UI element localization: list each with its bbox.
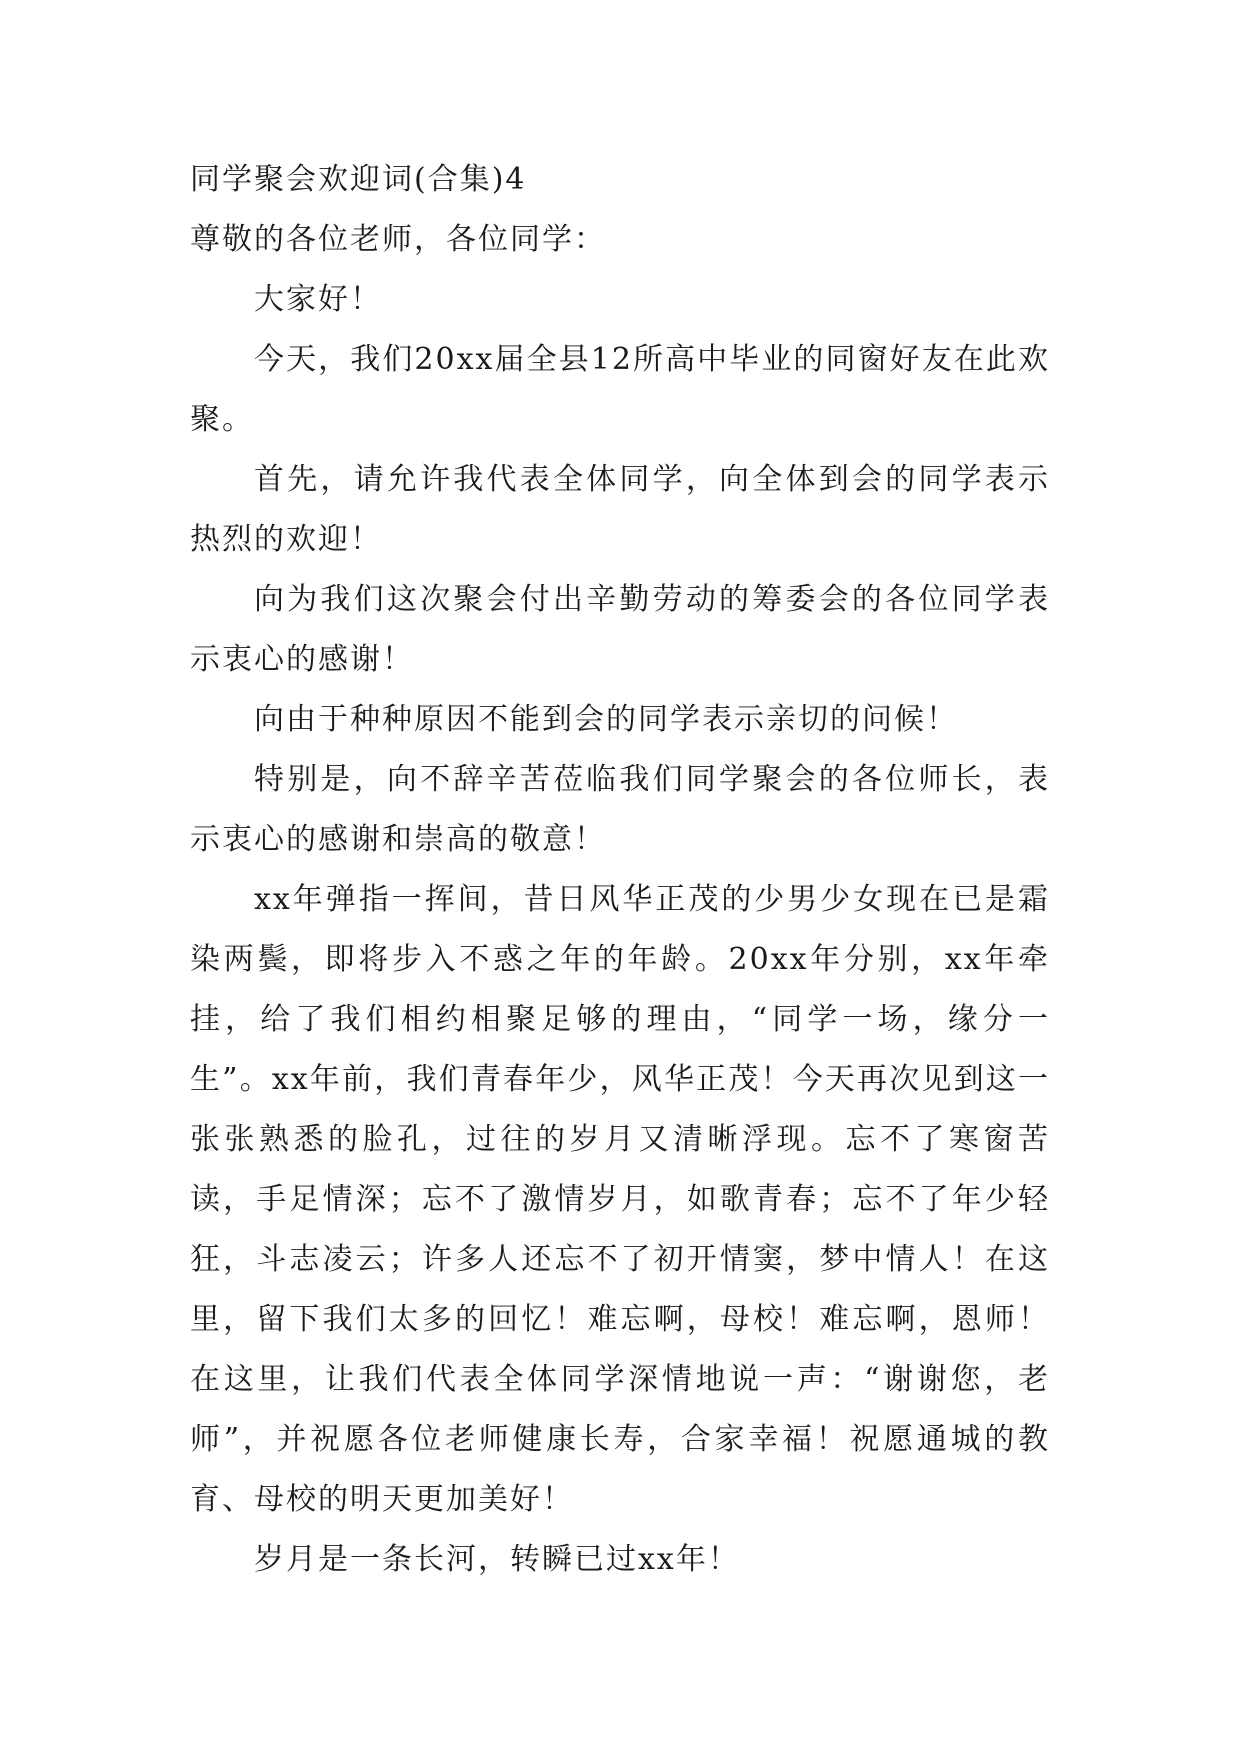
paragraph-thanks-committee: 向为我们这次聚会付出辛勤劳动的筹委会的各位同学表示衷心的感谢！ (190, 582, 1050, 677)
paragraph-memories: xx年弹指一挥间，昔日风华正茂的少男少女现在已是霜染两鬓，即将步入不惑之年的年龄。20xx年分别，xx年牵挂，给了我们相约相聚足够的理由，“同学一场，缘分一生”。xx年前，我们青春年少，风华正茂！今天再次见到这一张张熟悉的脸孔，过往的岁月又清晰浮现。忘不了寒窗苦读，手足情深；忘不了激情岁月，如歌青春；忘不了年少轻狂，斗志凌云；许多人还忘不了初开情窦，梦中情人！在这里，留下我们太多的回忆！难忘啊，母校！难忘啊，恩师！在这里，让我们代表全体同学深情地说一声：“谢谢您，老师”，并祝愿各位老师健康长寿，合家幸福！祝愿通城的教育、母校的明天更加美好！ (190, 882, 1050, 1517)
salutation: 尊敬的各位老师，各位同学： (190, 222, 606, 257)
paragraph-greeting: 大家好！ (254, 282, 382, 317)
paragraph-gathering: 今天，我们20xx届全县12所高中毕业的同窗好友在此欢聚。 (190, 342, 1050, 437)
paragraph-welcome: 首先，请允许我代表全体同学，向全体到会的同学表示热烈的欢迎！ (190, 462, 1050, 557)
paragraph-closing: 岁月是一条长河，转瞬已过xx年！ (254, 1542, 740, 1577)
document-title: 同学聚会欢迎词(合集)4 (190, 162, 527, 197)
paragraph-thanks-teachers: 特别是，向不辞辛苦莅临我们同学聚会的各位师长，表示衷心的感谢和崇高的敬意！ (190, 762, 1050, 857)
document-page (190, 150, 1050, 1590)
paragraph-regards-absent: 向由于种种原因不能到会的同学表示亲切的问候！ (254, 702, 958, 737)
